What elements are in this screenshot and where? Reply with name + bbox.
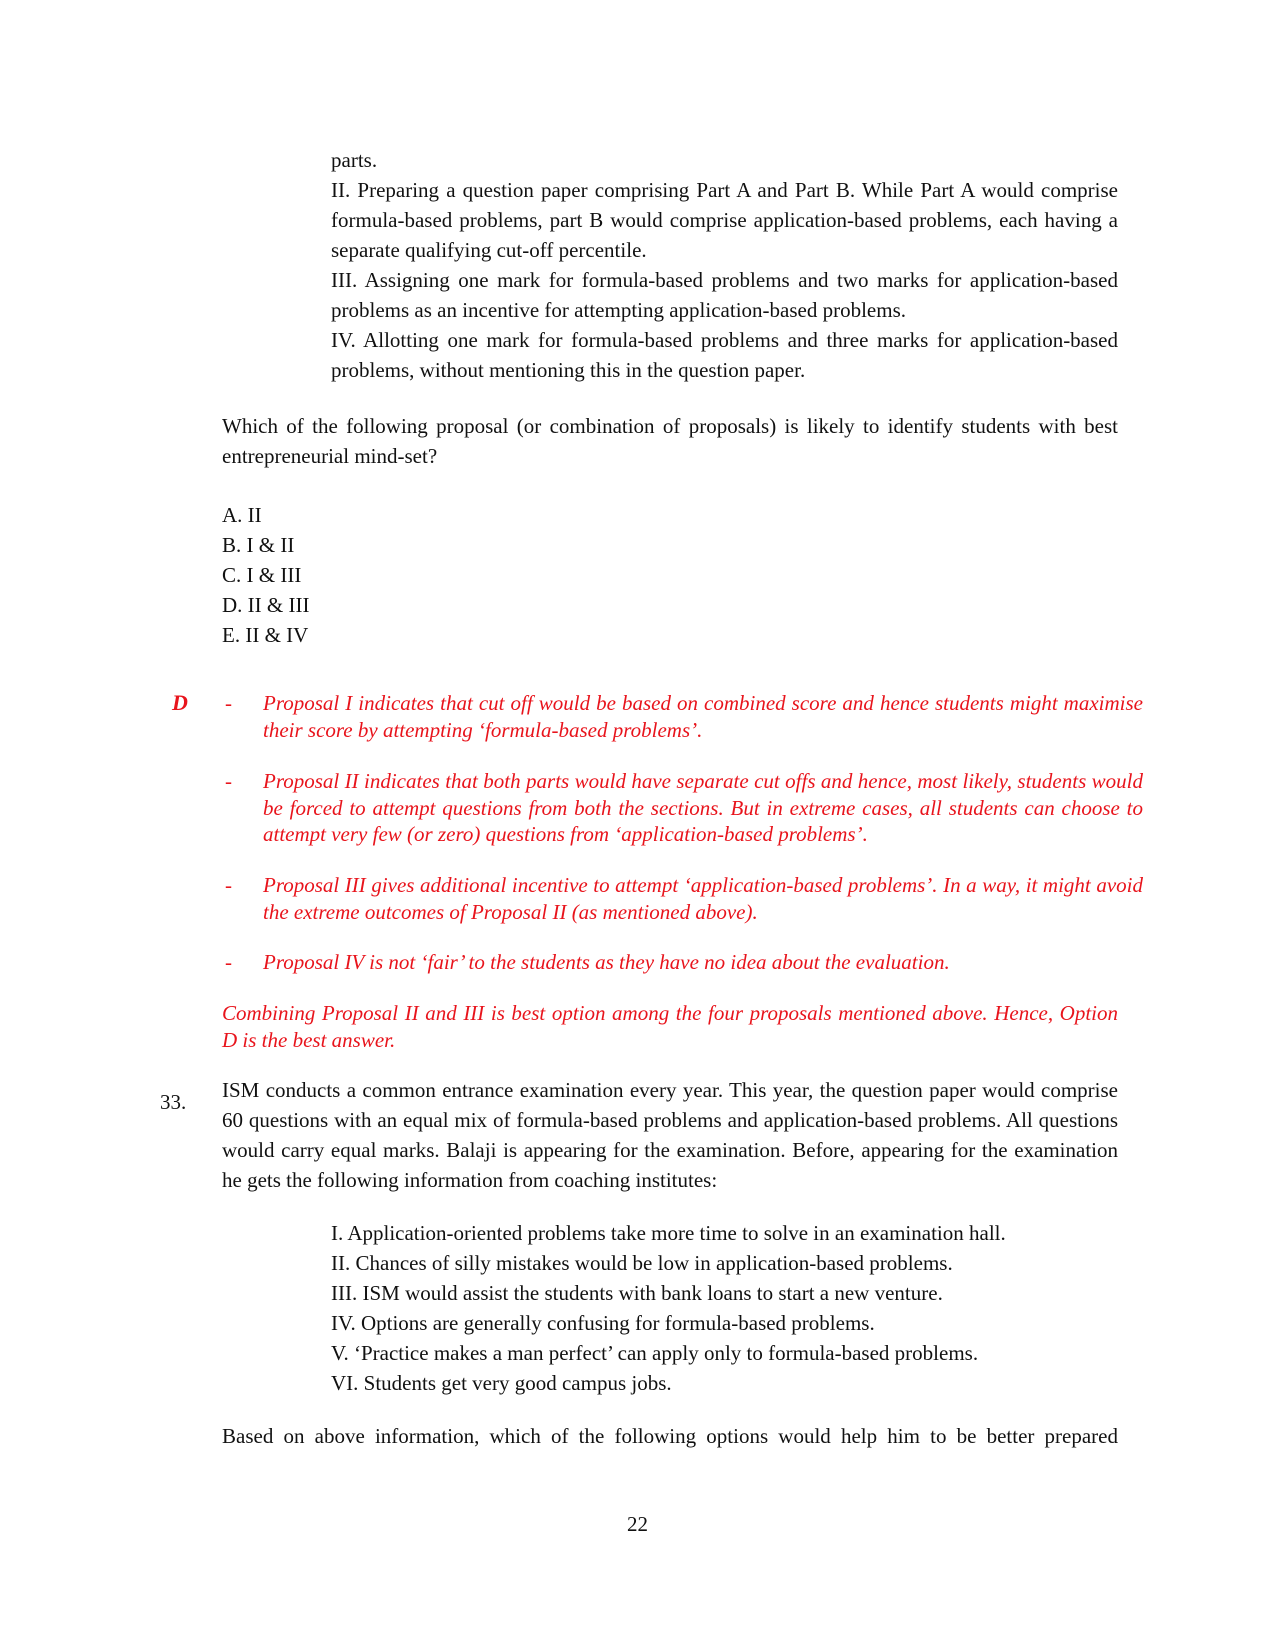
answer-point: Proposal IV is not ‘fair’ to the students as they have no idea about the evaluation. [263, 950, 950, 974]
option-d: D. II & III [222, 593, 310, 617]
answer-point: Proposal III gives additional incentive to attempt ‘application-based problems’. In a way, it might avoid the extreme outcomes of Proposal II (as mentioned above). [263, 873, 1143, 924]
option-e: E. II & IV [222, 623, 309, 647]
option-c: C. I & III [222, 563, 302, 587]
option-a: A. II [222, 503, 262, 527]
info-item: V. ‘Practice makes a man perfect’ can apply only to formula-based problems. [331, 1341, 979, 1365]
info-item: IV. Options are generally confusing for formula-based problems. [331, 1311, 875, 1335]
answer-letter: D [172, 690, 188, 715]
proposal-item: IV. Allotting one mark for formula-based problems and three marks for application-based problems, without mentioning this in the question paper. [331, 328, 1118, 382]
question-number: 33. [160, 1090, 187, 1114]
info-list [331, 1218, 1006, 1398]
answer-point: Proposal II indicates that both parts would have separate cut offs and hence, most likely, students would be forced to attempt questions from both the sections. But in extreme cases, all students can choose to attempt very few (or zero) questions from ‘application-based problems’. [263, 769, 1143, 846]
proposal-item: III. Assigning one mark for formula-based problems and two marks for application-based problems as an incentive for attempting application-based problems. [331, 268, 1118, 322]
option-list [222, 500, 309, 650]
option-b: B. I & II [222, 533, 295, 557]
info-item: I. Application-oriented problems take more time to solve in an examination hall. [331, 1221, 1006, 1245]
page-number: 22 [627, 1512, 648, 1536]
bullet-dash: - [225, 691, 232, 715]
question-intro: ISM conducts a common entrance examination every year. This year, the question paper would comprise 60 questions with an equal mix of formula-based problems and application-based problems. All questions would carry equal marks. Balaji is appearing for the examination. Before, appearing for the examination he gets the following information from coaching institutes: [222, 1078, 1118, 1192]
answer-point: Proposal I indicates that cut off would be based on combined score and hence students might maximise their score by attempting ‘formula-based problems’. [263, 691, 1143, 742]
question-prompt: Based on above information, which of the following options would help him to be better prepared [222, 1424, 1118, 1448]
info-item: III. ISM would assist the students with bank loans to start a new venture. [331, 1281, 943, 1305]
proposal-item: II. Preparing a question paper comprising Part A and Part B. While Part A would comprise formula-based problems, part B would comprise application-based problems, each having a separate qualifying cut-off percentile. [331, 178, 1118, 262]
bullet-dash: - [225, 769, 232, 793]
info-item: II. Chances of silly mistakes would be low in application-based problems. [331, 1251, 953, 1275]
bullet-dash: - [225, 950, 232, 974]
info-item: VI. Students get very good campus jobs. [331, 1371, 672, 1395]
question-prompt: Which of the following proposal (or combination of proposals) is likely to identify students with best entrepreneurial mind-set? [222, 414, 1118, 468]
proposal-list [331, 145, 1118, 385]
bullet-dash: - [225, 873, 232, 897]
answer-conclusion: Combining Proposal II and III is best option among the four proposals mentioned above. Hence, Option D is the best answer. [222, 1001, 1118, 1052]
proposal-fragment: parts. [331, 148, 378, 172]
